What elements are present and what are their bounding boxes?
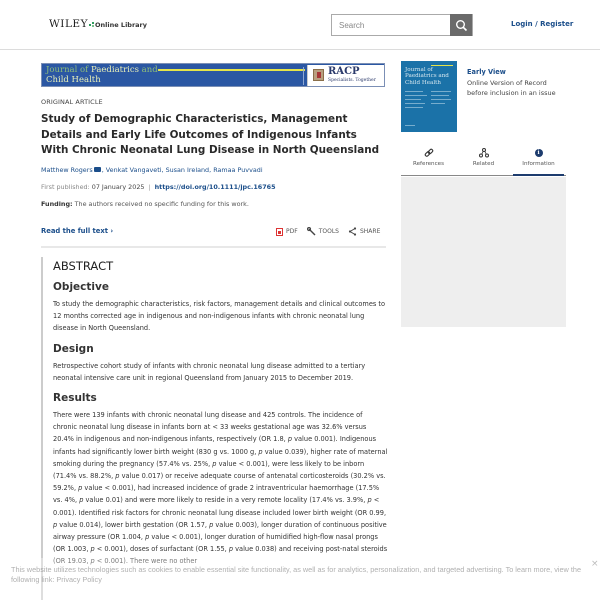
journal-title-part: Journal of — [46, 65, 91, 75]
banner-accent-line — [158, 69, 305, 71]
article-type: ORIGINAL ARTICLE — [41, 98, 103, 106]
cover-accent-line — [431, 65, 453, 66]
publication-meta — [41, 183, 276, 191]
cover-text-line — [405, 103, 425, 104]
abstract-section — [41, 257, 386, 600]
chevron-right-icon: › — [110, 227, 114, 235]
results-text: There were 139 infants with chronic neonatal lung disease and 425 controls. The incidence of chronic neonatal lung disease in infants born at < 33 weeks gestational age was 32.6% versus 20.4% in indigenous and non-indigenous infants, respectively (OR 1.8, p value 0.001). Indigenous infants had significantly lower birth weight (830 g vs. 1000 g, p value 0.039), higher rate of maternal smoking during the pregnancy (57.4% vs. 25%, p value < 0.001), were less likely to be inborn (71.4% vs. 88.2%, p value 0.017) or receive adequate course of antenatal corticosteroids (30.2% vs. 59.2%, p value < 0.001), had increased incidence of grade 2 intraventricular haemorrhage (17.5% vs. 4%, p value 0.01) and were more likely to reside in a very remote locality (17.4% vs. 3.9%, p < 0.001). Identified risk factors for chronic neonatal lung disease included lower birth weight (OR 0.99, p value 0.014), lower birth gestation (OR 1.57, p value 0.003), longer duration of continuous positive airway pressure (OR 1.004, p value < 0.001), longer duration of humidified high-flow nasal prongs (OR 1.003, p < 0.001), doses of surfactant (OR 1.55, p value 0.038) and receiving post-natal steroids (OR 19.03, p < 0.001). There were no other — [53, 411, 388, 566]
cover-text-line — [431, 103, 445, 104]
share-label: SHARE — [359, 228, 381, 235]
abstract-heading: ABSTRACT — [53, 259, 114, 273]
pdf-button[interactable] — [276, 228, 298, 236]
cover-text-line — [431, 99, 451, 100]
article-title: Study of Demographic Characteristics, Management Details and Early Life Outcomes of Indigenous Infants With Chronic Neonatal Lung Disease in North Queensland — [41, 113, 380, 156]
logo-suffix: Online Library — [95, 21, 147, 29]
author-link[interactable]: Ramaa Puvvadi — [213, 166, 263, 174]
information-panel — [401, 177, 566, 327]
search-input[interactable] — [332, 15, 451, 35]
early-view-description: Online Version of Record before inclusion in an issue — [467, 79, 556, 97]
cover-text-line — [405, 91, 423, 92]
journal-banner[interactable] — [41, 63, 385, 87]
author-list: Matthew Rogers , Venkat Vangaveti, Susan Ireland, Ramaa Puvvadi — [41, 166, 263, 174]
cookie-banner — [0, 558, 600, 600]
search-box — [331, 14, 473, 36]
tools-button[interactable] — [307, 227, 339, 236]
tools-label: TOOLS — [318, 228, 339, 235]
search-button[interactable] — [450, 14, 472, 36]
section-divider — [41, 246, 386, 248]
sidebar-tabs — [401, 146, 566, 176]
close-icon[interactable]: × — [591, 559, 599, 569]
journal-title-part: and — [138, 65, 158, 75]
racp-tagline: Specialists. Together — [328, 78, 376, 83]
meta-separator: | — [148, 183, 151, 191]
author-link[interactable]: Matthew Rogers — [41, 166, 93, 174]
tab-related[interactable] — [456, 146, 511, 175]
first-published-label: First published: — [41, 183, 90, 191]
funding-label: Funding: — [41, 200, 73, 208]
logo-brand: WILEY — [49, 18, 89, 30]
funding-text: The authors received no specific funding for this work. — [74, 200, 249, 208]
cover-text-line — [405, 95, 427, 96]
info-icon: i — [534, 148, 544, 158]
related-icon — [479, 148, 489, 158]
search-icon — [455, 19, 468, 32]
cover-title: Journal of Paediatrics and Child Health — [405, 67, 449, 86]
objective-text: To study the demographic characteristics, risk factors, management details and clinical outcomes to 12 months corrected age in indigenous and non-indigenous infants with chronic neonatal lung disease in North Queensland. — [53, 300, 386, 333]
author-link[interactable]: Venkat Vangaveti — [105, 166, 162, 174]
pdf-label: PDF — [286, 228, 298, 235]
login-register-link[interactable]: Login / Register — [511, 20, 574, 28]
share-button[interactable] — [348, 227, 380, 236]
pdf-icon — [276, 228, 283, 236]
share-icon — [348, 227, 357, 236]
tab-label: Information — [522, 161, 555, 167]
journal-title-part: Paediatrics — [91, 65, 139, 75]
early-view-title[interactable]: Early View — [467, 68, 506, 76]
link-icon — [424, 148, 434, 158]
first-published-date: 07 January 2025 — [91, 183, 145, 191]
article-actions — [276, 227, 389, 236]
design-heading: Design — [53, 342, 94, 355]
objective-heading: Objective — [53, 281, 109, 293]
author-link[interactable]: Susan Ireland — [165, 166, 210, 174]
tab-references[interactable] — [401, 146, 456, 175]
banner-divider — [303, 67, 304, 85]
cover-text-line — [405, 107, 423, 108]
mail-icon[interactable] — [94, 167, 101, 172]
funding-statement — [41, 200, 249, 208]
doi-link[interactable]: https://doi.org/10.1111/jpc.16765 — [154, 183, 276, 191]
cover-text-line — [405, 125, 415, 126]
tab-information[interactable] — [511, 146, 566, 175]
wiley-logo[interactable] — [49, 18, 147, 30]
site-header — [0, 0, 600, 50]
racp-crest-icon — [313, 69, 324, 81]
logo-mark-icon — [89, 22, 94, 27]
read-full-text-link[interactable] — [41, 227, 113, 235]
cover-text-line — [431, 91, 451, 92]
tab-label: References — [412, 161, 445, 167]
wrench-icon — [307, 227, 316, 236]
results-heading: Results — [53, 392, 97, 405]
read-full-text-label: Read the full text — [41, 227, 109, 235]
journal-cover-image[interactable] — [401, 61, 457, 132]
racp-name: RACP — [328, 66, 360, 77]
racp-logo — [307, 65, 385, 86]
cookie-banner-text: This website utilizes technologies such as cookies to enable essential site functionality, as well as for analytics, personalization, and targeted advertising. To learn more, view the following link: Privacy Policy — [11, 565, 582, 585]
design-text: Retrospective cohort study of infants with chronic neonatal lung disease admitted to a tertiary neonatal intensive care unit in regional Queensland from January 2015 to December 2019. — [53, 361, 366, 382]
tab-label: Related — [472, 161, 495, 167]
cover-text-line — [431, 95, 449, 96]
journal-title-line2: Child Health — [46, 75, 101, 85]
cover-text-line — [405, 99, 421, 100]
journal-banner-title — [46, 65, 158, 85]
